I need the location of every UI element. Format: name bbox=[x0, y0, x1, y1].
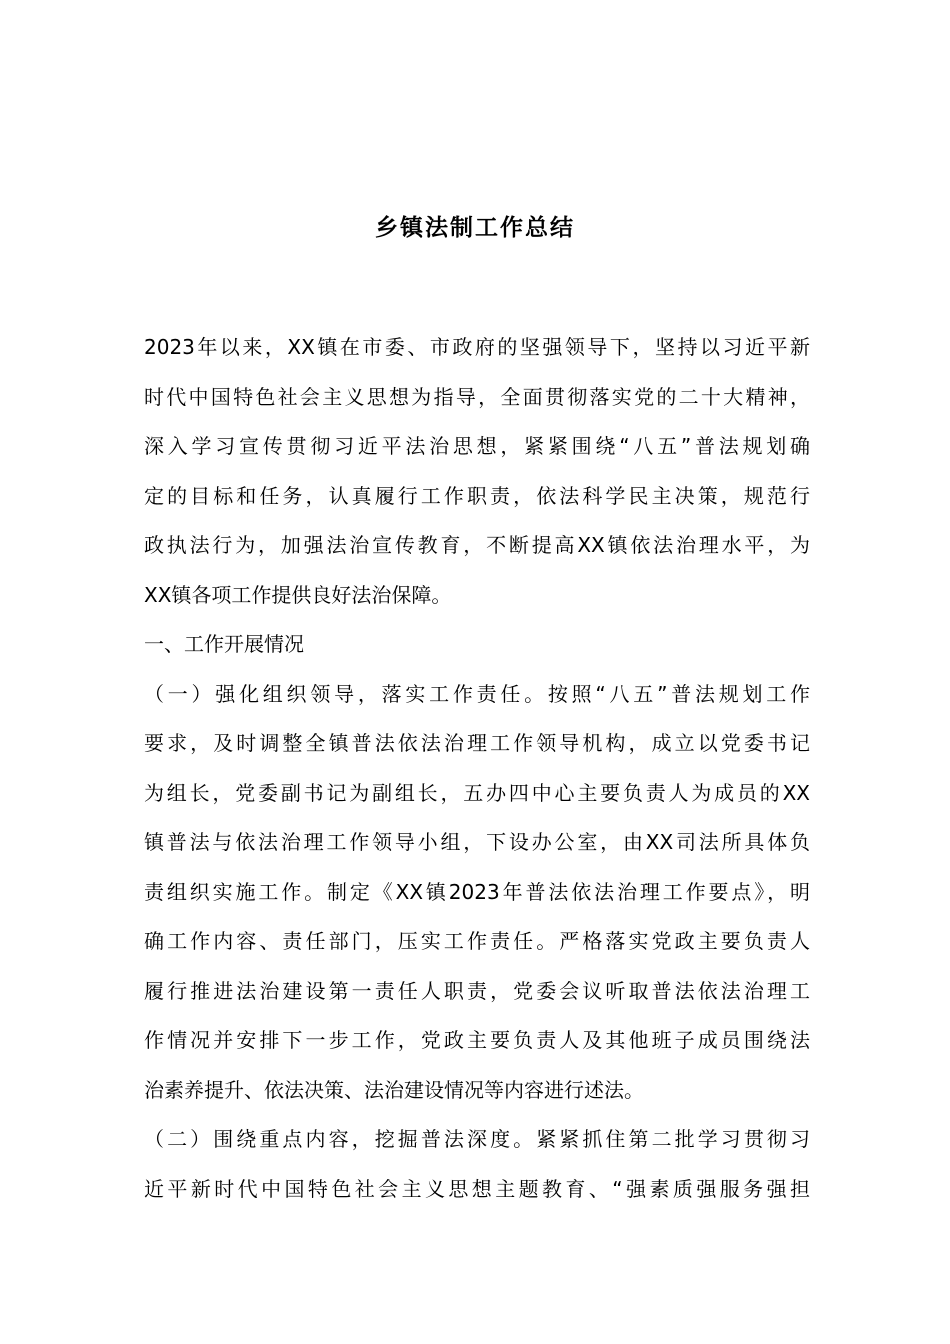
paragraph-line: 要求，及时调整全镇普法依法治理工作领导机构，成立以党委书记 bbox=[144, 731, 810, 755]
paragraph-line: （二）围绕重点内容，挖掘普法深度。紧紧抓住第二批学习贯彻习 bbox=[144, 1127, 810, 1151]
paragraph-line: 镇普法与依法治理工作领导小组，下设办公室，由XX司法所具体负 bbox=[144, 830, 810, 854]
paragraph-line: 履行推进法治建设第一责任人职责，党委会议听取普法依法治理工 bbox=[144, 978, 810, 1003]
paragraph-line: 为组长，党委副书记为副组长，五办四中心主要负责人为成员的XX bbox=[144, 780, 810, 805]
paragraph-line: 政执法行为，加强法治宣传教育，不断提高XX镇依法治理水平，为 bbox=[144, 533, 810, 557]
paragraph-line: 责组织实施工作。制定《XX镇2023年普法依法治理工作要点》，明 bbox=[144, 879, 810, 904]
paragraph-line: 深入学习宣传贯彻习近平法治思想，紧紧围绕“八五”普法规划确 bbox=[144, 434, 810, 458]
paragraph-line: 治素养提升、依法决策、法治建设情况等内容进行述法。 bbox=[144, 1077, 644, 1102]
paragraph-line: 确工作内容、责任部门，压实工作责任。严格落实党政主要负责人 bbox=[144, 929, 810, 953]
document-body bbox=[144, 323, 810, 1214]
section-heading: 一、工作开展情况 bbox=[144, 632, 304, 656]
paragraph-line: （一）强化组织领导，落实工作责任。按照“八五”普法规划工作 bbox=[144, 681, 810, 706]
paragraph-line: 定的目标和任务，认真履行工作职责，依法科学民主决策，规范行 bbox=[144, 483, 810, 508]
document-title: 乡镇法制工作总结 bbox=[375, 215, 575, 241]
paragraph-line: XX镇各项工作提供良好法治保障。 bbox=[144, 582, 452, 607]
paragraph-line: 2023年以来，XX镇在市委、市政府的坚强领导下，坚持以习近平新 bbox=[144, 335, 810, 359]
paragraph-line: 时代中国特色社会主义思想为指导，全面贯彻落实党的二十大精神， bbox=[144, 384, 810, 409]
paragraph-line: 作情况并安排下一步工作，党政主要负责人及其他班子成员围绕法 bbox=[144, 1028, 810, 1052]
paragraph-line: 近平新时代中国特色社会主义思想主题教育、“强素质强服务强担 bbox=[144, 1176, 810, 1201]
